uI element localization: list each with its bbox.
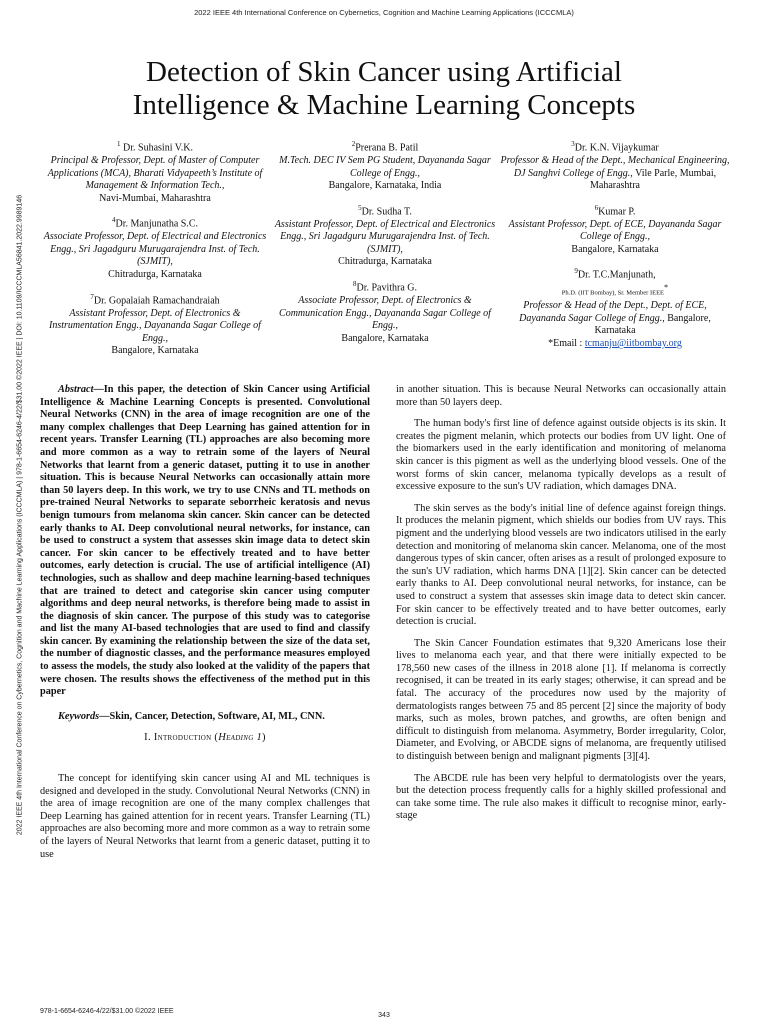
title-line-2: Intelligence & Machine Learning Concepts	[132, 89, 636, 121]
author-number: 5	[358, 203, 362, 212]
author-name: Dr. Suhasini V.K.	[120, 142, 193, 154]
author-number: 8	[352, 280, 357, 288]
author-name: Kumar P.	[598, 206, 636, 218]
author-affiliation: Assistant Professor, Dept. of Electrical and Electronics Engg., Sri Jagadguru Murugarajendra Inst. of Tech. (SJMIT),	[274, 218, 496, 255]
keywords-label: Keywords	[58, 710, 100, 722]
author-8	[270, 278, 500, 345]
author-affiliation: Assistant Professor, Dept. of Electronics & Instrumentation Engg., Dayananda Sagar College of Engg.,	[49, 307, 261, 344]
side-metadata	[15, 100, 25, 930]
heading-number: I.	[144, 732, 154, 744]
author-location: Chitradurga, Karnataka	[338, 256, 432, 268]
author-number: 2	[351, 140, 356, 148]
author-3	[500, 138, 730, 193]
author-block	[40, 138, 730, 378]
author-location: Vile Parle, Mumbai, Maharashtra	[590, 167, 717, 192]
author-affiliation: Professor & Head of the Dept., Dept. of ECE, Dayananda Sagar College of Engg.,	[519, 300, 707, 324]
author-location: Bangalore, Karnataka	[111, 345, 199, 357]
title-line-1: Detection of Skin Cancer using Artificial	[146, 56, 622, 88]
left-column	[40, 384, 370, 861]
author-name: Dr. Gopalaiah Ramachandraiah	[93, 294, 220, 306]
corresponding-star: *	[664, 283, 669, 293]
author-ieee-note: Ph.D. (IIT Bombay), Sr. Member IEEE	[561, 289, 665, 297]
author-number: 4	[112, 216, 116, 225]
author-4	[40, 214, 270, 281]
intro-continuation: in another situation. This is because Neural Networks can occasionally attain more than 50 layers deep.	[396, 384, 726, 408]
author-2	[270, 138, 500, 193]
author-number: 9	[574, 267, 578, 276]
side-metadata-text: 2022 IEEE 4th International Conference on Cybernetics, Cognition and Machine Learning Applications (ICCCMLA) | 978-1-6654-6246-4/22/$31.00 ©2022 IEEE | DOI: 10.1109/ICCCMLA56841.2022.9989146	[16, 194, 24, 836]
author-name: Dr. Manjunatha S.C.	[115, 218, 198, 230]
author-number: 1	[117, 140, 121, 148]
author-number: 6	[594, 203, 599, 212]
section-heading: I. Introduction (Heading 1)	[144, 732, 266, 744]
author-name: Dr. Pavithra G.	[356, 282, 418, 294]
page-number: 343	[378, 1012, 390, 1019]
author-6	[500, 202, 730, 257]
abstract	[40, 384, 370, 699]
keywords-text: —Skin, Cancer, Detection, Software, AI, ML, CNN.	[99, 710, 325, 722]
keywords	[40, 711, 370, 724]
author-affiliation: M.Tech. DEC IV Sem PG Student, Dayananda Sagar College of Engg.,	[279, 154, 491, 179]
author-column-2	[270, 138, 500, 354]
author-affiliation: Principal & Professor, Dept. of Master of Computer Applications (MCA), Bharati Vidyapeeth’s Institute of Management & Information Tech.,	[47, 154, 263, 192]
copyright-footer: 978-1-6654-6246-4/22/$31.00 ©2022 IEEE	[40, 1008, 174, 1015]
abstract-label: Abstract	[58, 384, 94, 395]
body-paragraph-3: The Skin Cancer Foundation estimates that 9,320 Americans lose their lives to melanoma each year, and that there were initially expected to be 178,560 new cases of the illness in 2018 alone [1]. If melanoma is correctly recognised, it can be treated in its early stages; otherwise, it can spread and be fatal. The accuracy of the procedures now used by the majority of dermatologists ranges between 75 and 85 percent [2] since the majority of body marks, such as moles, brown patches, and growths, are often benign and difficult to distinguish from melanoma. Asymmetry, Border irregularity, Color, Diameter, and Evolving, or ABCDE signs of melanoma, are frequently utilised to distinguish between benign and malignant pigments [3][4].	[396, 637, 726, 763]
conference-header: 2022 IEEE 4th International Conference on Cybernetics, Cognition and Machine Learning Applications (ICCCMLA)	[194, 8, 574, 17]
author-location: Chitradurga, Karnataka	[108, 269, 202, 280]
body-paragraph-1: The human body's first line of defence against outside objects is its skin. It creates the pigment melanin, which protects our bodies from UV light. One of the biomarkers used in the early identification and monitoring of melanoma skin cancer is this pigment as well as the underlying blood vessels. One of the worst forms of skin cancer, melanoma typically develops as a result of excessive exposure to the sun's UV radiation, which damages DNA.	[396, 418, 726, 493]
author-name: Dr. Sudha T.	[361, 206, 412, 218]
author-affiliation: Associate Professor, Dept. of Electrical and Electronics Engg., Sri Jagadguru Murugarajendra Inst. of Tech. (SJMIT),	[43, 231, 267, 268]
author-column-1	[40, 138, 270, 367]
author-location: Bangalore, Karnataka	[571, 243, 659, 255]
author-name: Prerana B. Patil	[355, 142, 419, 154]
heading-text: Introduction	[153, 732, 212, 744]
right-column	[396, 384, 726, 823]
email-label: *Email :	[548, 338, 585, 350]
author-location: Bangalore, Karnataka	[594, 312, 711, 337]
author-9	[500, 265, 730, 350]
author-location: Bangalore, Karnataka	[341, 332, 429, 344]
intro-paragraph: The concept for identifying skin cancer using AI and ML techniques is designed and developed in the study. Convolutional Neural Networks (CNN) in the area of image recognition are one of the many complex challenges that Deep Learning has gained attention for in recent years. Transfer Learning (TL) approaches are also becoming more and more common as a way to retrain some of the layers of Neural Networks that learnt from a generic dataset, putting it to use	[40, 773, 370, 860]
author-name: Dr. K.N. Vijaykumar	[574, 142, 659, 154]
author-affiliation: Professor & Head of the Dept., Mechanical Engineering, DJ Sanghvi College of Engg.,	[500, 154, 730, 179]
author-location: Navi-Mumbai, Maharashtra	[99, 192, 211, 204]
author-column-3	[500, 138, 730, 360]
author-5	[270, 202, 500, 269]
author-1	[40, 138, 270, 205]
author-affiliation: Associate Professor, Dept. of Electronics & Communication Engg., Dayananda Sagar College of Engg.,	[279, 294, 491, 332]
abstract-text: —In this paper, the detection of Skin Cancer using Artificial Intelligence & Machine Learning Concepts is presented. Convolutional Neural Networks (CNN) in the area of image recognition are one of the many complex challenges that Deep Learning has gained attention for in recent years. Transfer Learning (TL) approaches are also becoming more and more common as a way to retrain some of the layers of Neural Networks that learnt from a generic dataset, putting it to use in another situation. This is because Neural Networks can occasionally attain more than 50 layers deep. In this work, we try to use CNNs and TL methods on pre-trained Neural Networks to separate seborrheic keratosis and nevus benign tumours from melanoma skin cancer. Skin cancer can be detected early thanks to AI. Deep convolutional neural networks, for instance, can be used to construct a system that assesses skin image data to detect skin cancer. For skin cancer to be effectively treated and to have better outcomes, early detection is crucial. The use of artificial intelligence (AI) technologies, such as shallow and deep machine learning-based techniques that are trained to detect and categorise skin cancer using computer algorithms and deep neural networks, is therefore being made to assist in the diagnosis of skin cancer. The purpose of this study was to categorise and list the many AI-based technologies that are used to find and classify skin cancer. By examining the relationship between the size of the data set, the number of diagnostic classes, and the performance measures employed to assess the models, the study also looked at the validity of the papers that were chosen. The results shows the effectiveness of the method put in this paper	[40, 384, 370, 698]
body-paragraph-2: The skin serves as the body's initial line of defence against foreign things. It produces the melanin pigment, which shields our bodies from UV rays. This pigment and the underlying blood vessels are two indicators utilised in the early detection and monitoring of melanoma skin cancer. Melanoma, one of the most dangerous types of skin cancer, often arises as a result of prolonged exposure to the sun's UV radiation, which harms DNA [1][2]. Skin cancer can be detected early thanks to AI. Deep convolutional neural networks, for instance, can be used to construct a system that assesses skin image data to detect skin cancer. For skin cancer to be effectively treated and to have better outcomes, early detection is crucial.	[396, 502, 726, 628]
author-location: Bangalore, Karnataka, India	[328, 180, 442, 192]
author-number: 7	[90, 292, 94, 301]
heading-note: Heading 1	[218, 732, 263, 744]
author-7	[40, 291, 270, 358]
author-number: 3	[571, 140, 575, 148]
paper-title	[40, 56, 728, 122]
email-link[interactable]: tcmanju@iitbombay.org	[584, 338, 682, 350]
author-name: Dr. T.C.Manjunath,	[577, 269, 656, 281]
body-paragraph-4: The ABCDE rule has been very helpful to dermatologists over the years, but the detection process frequently calls for a highly skilled professional and can take some time. The rule also makes it difficult to recognise minor, early-stage	[396, 772, 726, 822]
author-affiliation: Assistant Professor, Dept. of ECE, Dayananda Sagar College of Engg.,	[508, 218, 722, 243]
